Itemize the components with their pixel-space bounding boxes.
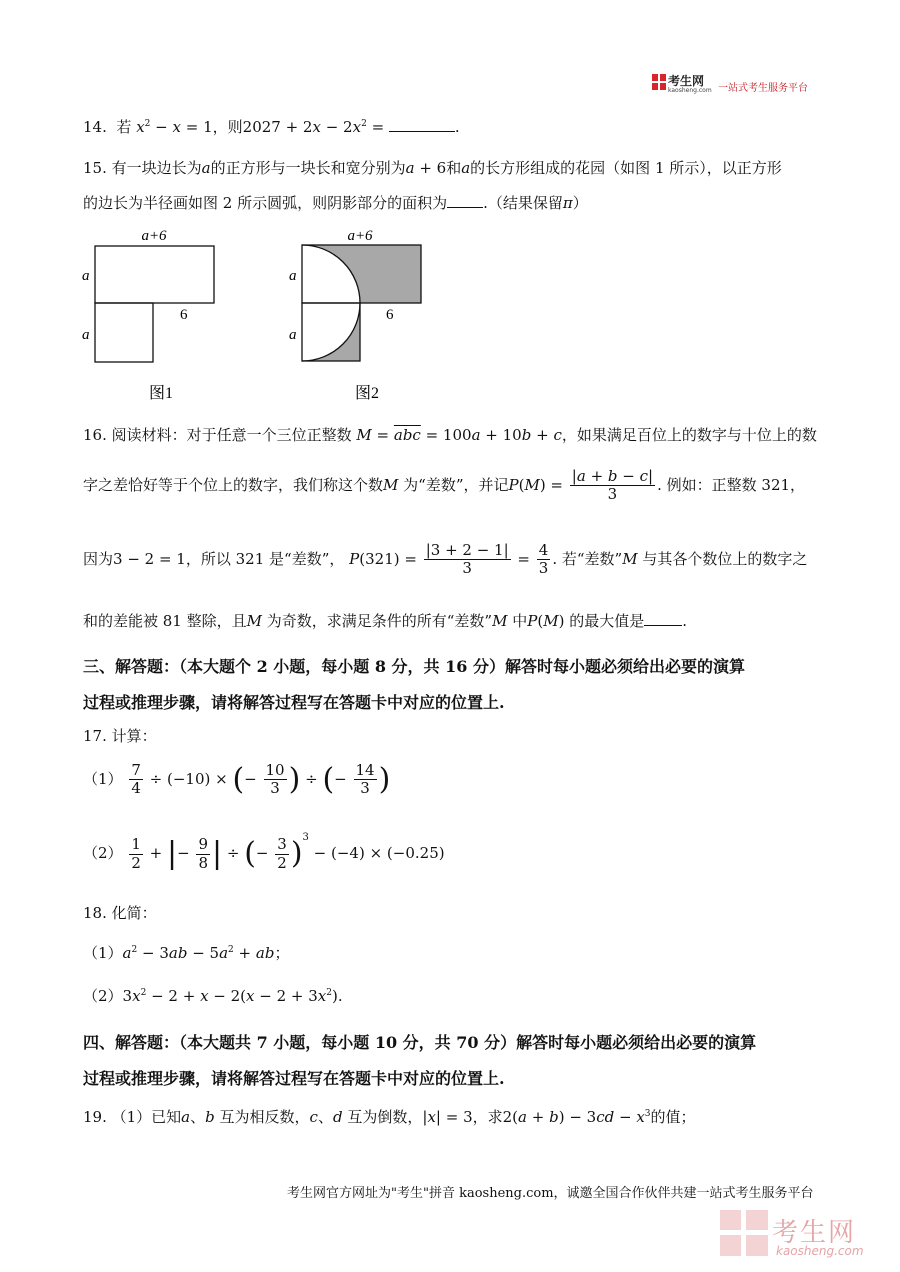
fig2-shade-bottom xyxy=(302,303,360,361)
question-16-line1: 16. 阅读材料：对于任意一个三位正整数 $M = \overline{abc} = 100a + 10b + c$，如果满足百位上的数字与十位上的数 xyxy=(83,426,817,444)
fig2-top-label: a+6 xyxy=(347,228,373,244)
figure-1 xyxy=(82,228,214,362)
question-19-part1: 19. （1）已知a、b 互为相反数，c、d 互为倒数，|x| = 3，求$2(a + b) - 3cd - x^3$的值； xyxy=(83,1108,696,1126)
fig2-shade-top xyxy=(302,245,421,303)
fig2-caption: 图2 xyxy=(354,385,380,402)
section-4-heading-line2: 过程或推理步骤，请将解答过程写在答题卡中对应的位置上. xyxy=(83,1069,505,1088)
figure-2 xyxy=(289,228,421,361)
watermark-logo-icon xyxy=(720,1210,768,1256)
fig2-six-label: 6 xyxy=(386,307,394,323)
section-4-heading-line1: 四、解答题：（本大题共 7 小题，每小题 10 分，共 70 分）解答时每小题必须给出必要的演算 xyxy=(83,1033,757,1052)
question-17-part2: （2） $\frac{1}{2}$ + |− $\frac{9}{8}$ | ÷ (− $\frac{3}{2}$ )$^3$ − (−4) × (−0.25) xyxy=(83,832,445,872)
fig1-square xyxy=(95,303,153,362)
fig1-rectangle xyxy=(95,246,214,303)
question-17-title: 17. 计算： xyxy=(83,727,157,745)
fig1-caption: 图1 xyxy=(148,385,174,402)
fig1-top-label: a+6 xyxy=(141,228,167,244)
question-16-line3: 因为3 − 2 = 1，所以 321 是“差数”， P(321) = $\frac{|3 + 2 - 1|}{3}$ = $\frac{4}{3}$ . 若“差数”M 与其各个数位上的数字之 xyxy=(83,541,808,578)
fig2-side-label-2: a xyxy=(289,327,297,343)
watermark-url: kaosheng.com xyxy=(776,1244,864,1258)
question-14: 14. 若 $x^2 - x = 1$，则$2027 + 2x - 2x^2$ = . xyxy=(83,118,460,136)
fig1-side-label-1: a xyxy=(82,268,90,284)
question-15-line1: 15. 有一块边长为a的正方形与一块长和宽分别为a + 6和a的长方形组成的花园（如图 1 所示），以正方形 xyxy=(83,159,782,177)
footer-text: 考生网官方网址为"考生"拼音 kaosheng.com，诚邀全国合作伙伴共建一站式考生服务平台 xyxy=(287,1186,814,1201)
section-3-heading-line1: 三、解答题：（本大题个 2 小题，每小题 8 分，共 16 分）解答时每小题必须给出必要的演算 xyxy=(83,657,745,676)
fig1-side-label-2: a xyxy=(82,327,90,343)
watermark-text: 考生网 xyxy=(772,1218,857,1248)
fig1-six-label: 6 xyxy=(180,307,188,323)
question-16-line2: 字之差恰好等于个位上的数字，我们称这个数M 为“差数”，并记P(M) = $\frac{|a + b - c|}{3}$ . 例如：正整数 321， xyxy=(83,467,806,504)
question-18-part2: $(2)3x^2 - 2 + x - 2(x - 2 + 3x^2)$. xyxy=(83,987,343,1005)
section-3-heading-line2: 过程或推理步骤，请将解答过程写在答题卡中对应的位置上. xyxy=(83,693,505,712)
question-18-part1: $(1)a^2 - 3ab - 5a^2$ + ab； xyxy=(83,944,290,962)
question-15-line2: 的边长为半径画如图 2 所示圆弧，则阴影部分的面积为 .（结果保留π） xyxy=(83,194,588,212)
logo-url: kaosheng.com xyxy=(668,87,712,94)
header-slogan: 一站式考生服务平台 xyxy=(718,83,808,94)
question-17-part1: （1） $\frac{7}{4}$ ÷ (−10) × (− $\frac{10}{3}$ ) ÷ (− $\frac{14}{3}$ ) xyxy=(83,761,391,798)
fig2-side-label-1: a xyxy=(289,268,297,284)
question-18-title: 18. 化简： xyxy=(83,904,157,922)
logo-text: 考生网 xyxy=(668,74,705,88)
figures xyxy=(0,220,900,410)
logo-icon xyxy=(652,74,666,90)
question-16-line4: 和的差能被 81 整除，且M 为奇数，求满足条件的所有“差数”M 中P(M) 的最大值是 . xyxy=(83,612,687,630)
